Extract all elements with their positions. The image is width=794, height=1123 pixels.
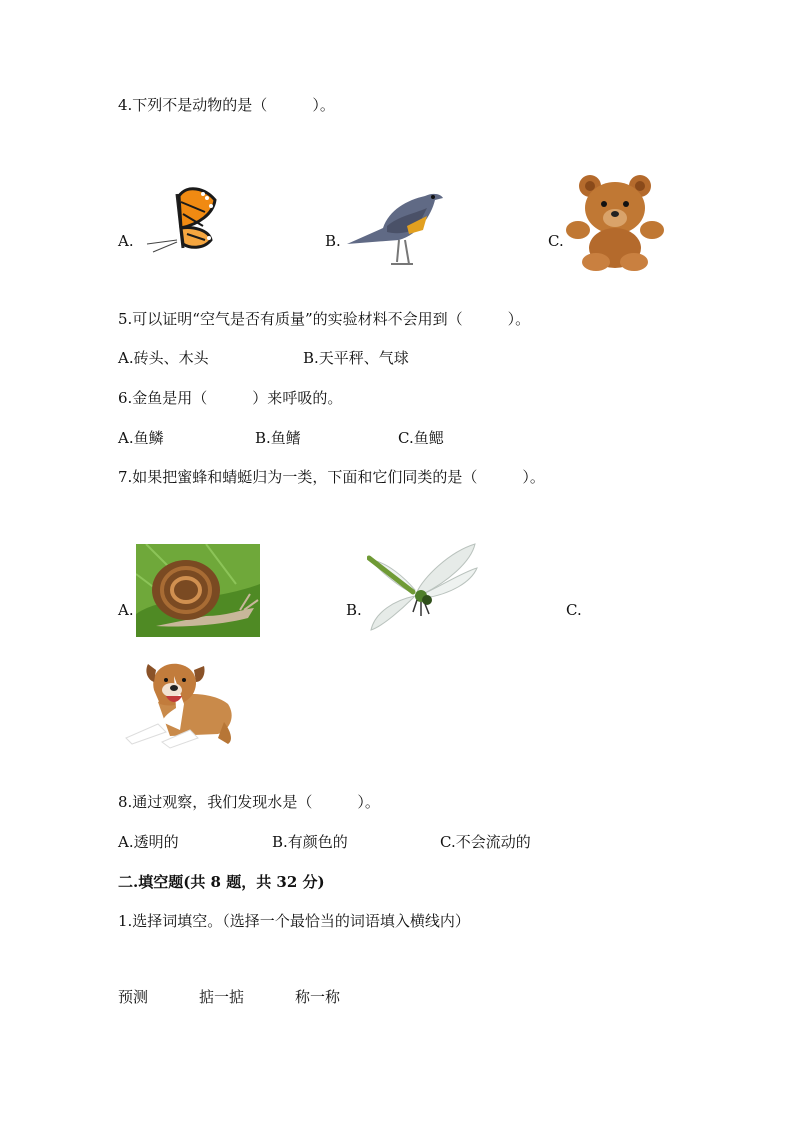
q4-option-c-label: C. bbox=[548, 232, 564, 250]
q8-option-a: A.透明的 bbox=[118, 833, 179, 851]
snail-icon bbox=[136, 544, 260, 637]
q6-option-a: A.鱼鳞 bbox=[118, 429, 164, 447]
word-option-3: 称一称 bbox=[295, 988, 341, 1006]
q8-option-c: C.不会流动的 bbox=[440, 833, 531, 851]
butterfly-icon bbox=[143, 182, 219, 258]
dragonfly-icon bbox=[367, 542, 479, 634]
q5-option-b: B.天平秤、气球 bbox=[303, 349, 409, 367]
word-option-2: 掂一掂 bbox=[199, 988, 245, 1006]
section2-title: 二.填空题(共 8 题，共 32 分) bbox=[118, 873, 325, 891]
q7-option-c-label: C. bbox=[566, 601, 582, 619]
q4-option-a-label: A. bbox=[118, 232, 134, 250]
q7-option-b-label: B. bbox=[346, 601, 362, 619]
dog-icon bbox=[118, 660, 240, 752]
q7-question: 7.如果把蜜蜂和蜻蜓归为一类，下面和它们同类的是（ ）。 bbox=[118, 468, 545, 486]
q8-option-b: B.有颜色的 bbox=[272, 833, 348, 851]
q4-option-b-label: B. bbox=[325, 232, 341, 250]
q5-question: 5.可以证明“空气是否有质量”的实验材料不会用到（ ）。 bbox=[118, 310, 531, 328]
q8-question: 8.通过观察，我们发现水是（ ）。 bbox=[118, 793, 380, 811]
word-option-1: 预测 bbox=[118, 988, 149, 1006]
q6-question: 6.金鱼是用（ ）来呼吸的。 bbox=[118, 389, 343, 407]
section2-q1: 1.选择词填空。（选择一个最恰当的词语填入横线内） bbox=[118, 912, 470, 930]
q7-option-a-label: A. bbox=[118, 601, 134, 619]
q6-option-c: C.鱼鳃 bbox=[398, 429, 444, 447]
q6-option-b: B.鱼鳍 bbox=[255, 429, 301, 447]
teddy-bear-icon bbox=[566, 172, 664, 272]
q5-option-a: A.砖头、木头 bbox=[118, 349, 209, 367]
q4-question: 4.下列不是动物的是（ ）。 bbox=[118, 96, 335, 114]
bird-icon bbox=[343, 186, 447, 270]
